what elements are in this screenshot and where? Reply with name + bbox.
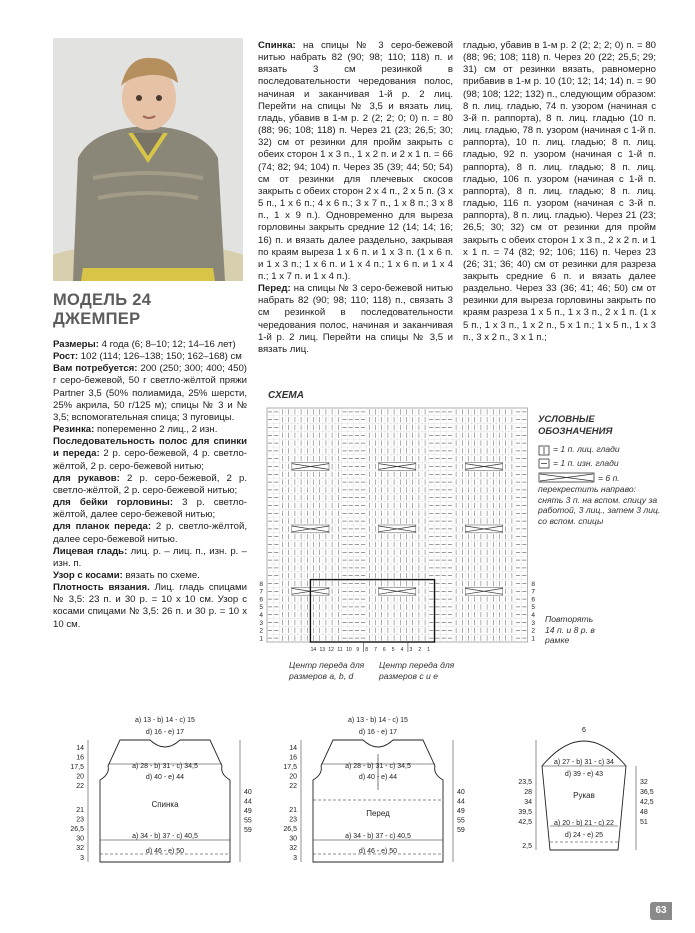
cable-text: вязать по схеме. bbox=[122, 569, 200, 581]
chart-row-number: 4 bbox=[531, 612, 535, 620]
front-label: Перед: bbox=[258, 283, 291, 295]
left-bottom-value: 23 bbox=[76, 816, 84, 824]
left-bottom-value: 21 bbox=[289, 807, 297, 814]
sleeve-width2b-label: d) 24 - e) 25 bbox=[564, 832, 604, 839]
front-schematic bbox=[283, 717, 465, 862]
piece-label: Спинка bbox=[151, 800, 179, 809]
sizes-para bbox=[53, 339, 247, 351]
gauge-label: Плотность вязания. bbox=[53, 582, 150, 594]
height-para bbox=[53, 351, 247, 363]
legend-purl: = 1 п. изн. глади bbox=[553, 458, 619, 468]
sleeve-right-value: 36,5 bbox=[640, 789, 654, 796]
chart-col-number: 12 bbox=[328, 647, 334, 652]
front-text: на спицы № 3 серо-бежевой нитью набрать 82 (90; 98; 110; 118) п., связать 3 см резинкой в последовательности чередования полос, начиная и заканчивая 1-й р. 2 лиц. Перейти на спицы № 3,5 и вязать лиц. bbox=[258, 283, 453, 355]
chart-row-number: 8 bbox=[531, 580, 535, 588]
right-value: 44 bbox=[244, 798, 252, 806]
column-2 bbox=[258, 40, 453, 356]
stripes-label: Последовательность полос для спинки и переда: bbox=[53, 436, 247, 460]
hem-width2-label: d) 46 - e) 50 bbox=[145, 848, 185, 855]
left-bottom-value: 26,5 bbox=[70, 826, 84, 833]
legend-title: УСЛОВНЫЕ ОБОЗНАЧЕНИЯ bbox=[538, 414, 613, 437]
left-top-value: 14 bbox=[76, 745, 84, 752]
chart-row-number: 7 bbox=[531, 588, 535, 596]
left-top-value: 20 bbox=[76, 773, 84, 781]
sleeve-width2-label: a) 20 - b) 21 - c) 22 bbox=[554, 820, 614, 827]
legend-knit: = 1 п. лиц. глади bbox=[553, 444, 620, 454]
scheme-title: СХЕМА bbox=[268, 390, 304, 401]
top-width-label: a) 13 - b) 14 - c) 15 bbox=[135, 717, 195, 724]
neck-depth-label: d) 16 - e) 17 bbox=[358, 729, 398, 736]
chart-col-number: 5 bbox=[391, 647, 395, 652]
armhole-width2-label: d) 40 - e) 44 bbox=[145, 774, 185, 781]
chart-row-number: 6 bbox=[531, 596, 535, 604]
gauge-text: Лиц. гладь спицами № 3,5: 23 п. и 30 р. = 10 х 10 см. Узор с косами спицами № 3,5: 26 п. и 30 р. = 10 х 10 см. bbox=[53, 582, 247, 630]
chart-row-number: 2 bbox=[259, 627, 263, 635]
chart-row-number: 7 bbox=[259, 588, 263, 596]
chart-row-number: 3 bbox=[259, 619, 263, 627]
chart-row-number: 5 bbox=[259, 604, 263, 612]
sleeve-right-value: 42,5 bbox=[640, 799, 654, 806]
need-para bbox=[53, 363, 247, 424]
hem-width-label: a) 34 - b) 37 - c) 40,5 bbox=[345, 833, 411, 840]
sleeve-right-value: 48 bbox=[640, 809, 648, 816]
chart-row-number: 6 bbox=[259, 596, 263, 604]
cable-label: Узор с косами: bbox=[53, 569, 123, 581]
chart-col-number: 9 bbox=[356, 647, 360, 652]
model-photo bbox=[53, 38, 243, 281]
hem-width-label: a) 34 - b) 37 - c) 40,5 bbox=[132, 833, 198, 840]
height-label: Рост: bbox=[53, 351, 79, 363]
page-number: 63 bbox=[650, 902, 672, 920]
need-text: 200 (250; 300; 400; 450) г серо-бежевой, 50 г светло-жёлтой пряжи Partner 3,5 (50% полиамида, 25% шерсти, 25% акрила, 50 г/125 м); спицы № 3 и № 3,5; вспомогательная спица; 3 пуговицы. bbox=[53, 363, 247, 423]
repeat-note: Повторять 14 п. и 8 р. в рамке bbox=[545, 614, 595, 645]
sleeve-label: Рукав bbox=[573, 791, 595, 800]
sleeve-width1b-label: d) 39 - e) 43 bbox=[564, 771, 604, 778]
garment-schematics bbox=[60, 712, 660, 892]
height-text: 102 (114; 126–138; 150; 162–168) см bbox=[78, 351, 242, 363]
rib-text: попеременно 2 лиц., 2 изн. bbox=[94, 424, 218, 436]
right-value: 55 bbox=[457, 817, 465, 825]
need-label: Вам потребуется: bbox=[53, 363, 138, 375]
chart-col-number: 1 bbox=[427, 647, 431, 652]
right-value: 49 bbox=[244, 808, 252, 815]
chart-col-number: 10 bbox=[346, 647, 352, 652]
chart-col-number: 6 bbox=[382, 647, 386, 652]
left-bottom-value: 30 bbox=[289, 835, 297, 843]
right-value: 55 bbox=[244, 817, 252, 825]
stripes-text: 2 р. серо-бежевой, 4 р. светло-жёлтой, 2 р. серо-бежевой нитью; bbox=[53, 448, 247, 472]
legend-cable-desc: перекрестить направо: снять 3 п. на вспом. спицу за работой, 3 лиц., затем 3 лиц. со вспом. спицы bbox=[538, 484, 661, 526]
placket-text: 2 р. светло-жёлтой, далее серо-бежевой нитью. bbox=[53, 521, 247, 545]
chart-row-number: 5 bbox=[531, 604, 535, 612]
right-value: 49 bbox=[457, 808, 465, 815]
rib-label: Резинка: bbox=[53, 424, 95, 436]
left-bottom-value: 26,5 bbox=[283, 826, 297, 833]
chart-col-number: 2 bbox=[418, 647, 422, 652]
column-3 bbox=[463, 40, 656, 344]
sleeve-bottom-left-value: 2,5 bbox=[522, 843, 532, 850]
chart-col-number: 4 bbox=[400, 647, 404, 652]
chart-row-number: 2 bbox=[531, 627, 535, 635]
model-subtitle: ДЖЕМПЕР bbox=[53, 310, 141, 328]
chart-row-number: 8 bbox=[259, 580, 263, 588]
left-top-value: 14 bbox=[289, 745, 297, 752]
rib-para bbox=[53, 424, 247, 436]
chart-col-number: 13 bbox=[319, 647, 326, 652]
stst-para bbox=[53, 546, 247, 570]
sizes-label: Размеры: bbox=[53, 339, 99, 350]
sleeve-top-label: 6 bbox=[582, 727, 586, 734]
caption-right: Центр переда для размеров c и e bbox=[379, 660, 455, 681]
piece-label: Перед bbox=[366, 809, 390, 818]
bottom-left-value: 3 bbox=[80, 855, 84, 862]
sleeves-label: для рукавов: bbox=[53, 472, 120, 484]
left-top-value: 16 bbox=[76, 754, 84, 762]
left-top-value: 17,5 bbox=[70, 764, 84, 771]
neck-depth-label: d) 16 - e) 17 bbox=[145, 729, 185, 736]
back-schematic bbox=[70, 717, 252, 862]
stripes-para bbox=[53, 436, 247, 472]
sleeve-right-value: 32 bbox=[640, 779, 648, 786]
neck-label: для бейки горловины: bbox=[53, 497, 174, 509]
sleeve-left-value: 39,5 bbox=[518, 809, 532, 816]
neck-text: 3 р. светло-жёлтой, далее серо-бежевой нитью; bbox=[53, 497, 247, 521]
sleeves-text: 2 р. серо-бежевой, 2 р. светло-жёлтой, 2 р. серо-бежевой нитью; bbox=[53, 472, 247, 496]
chart-row-number: 1 bbox=[259, 635, 263, 643]
model-title: МОДЕЛЬ 24 bbox=[53, 291, 152, 309]
chart-col-number: 3 bbox=[409, 647, 413, 652]
model-photo-illustration bbox=[53, 38, 243, 281]
caption-left: Центр переда для размеров a, b, d bbox=[289, 660, 365, 681]
chart-col-number: 7 bbox=[374, 647, 377, 652]
hem-width2-label: d) 46 - e) 50 bbox=[358, 848, 398, 855]
knitting-chart bbox=[255, 402, 535, 652]
top-width-label: a) 13 - b) 14 - c) 15 bbox=[348, 717, 408, 724]
sleeve-width1-label: a) 27 - b) 31 - c) 34 bbox=[554, 759, 614, 766]
stst-label: Лицевая гладь: bbox=[53, 545, 128, 557]
gauge-para bbox=[53, 582, 247, 631]
sleeve-right-value: 51 bbox=[640, 819, 648, 826]
armhole-width2-label: d) 40 - e) 44 bbox=[358, 774, 398, 781]
right-value: 40 bbox=[457, 789, 465, 796]
right-value: 59 bbox=[457, 827, 465, 834]
sleeve-left-value: 28 bbox=[524, 789, 532, 796]
left-bottom-value: 21 bbox=[76, 807, 84, 814]
sleeve-left-value: 42,5 bbox=[518, 819, 532, 826]
chart-grid bbox=[267, 408, 527, 642]
legend-cable: = 6 п. bbox=[598, 473, 620, 483]
cable-para bbox=[53, 570, 247, 582]
chart-col-number: 8 bbox=[365, 647, 368, 652]
right-value: 40 bbox=[244, 789, 252, 796]
column-1 bbox=[53, 339, 247, 631]
cable-symbol-icon bbox=[539, 473, 594, 482]
chart-row-number: 4 bbox=[259, 612, 263, 620]
sleeves-para bbox=[53, 473, 247, 497]
left-bottom-value: 32 bbox=[289, 845, 297, 852]
chart-row-number: 3 bbox=[531, 619, 535, 627]
back-text: на спицы № 3 серо-бежевой нитью набрать 82 (90; 98; 110; 118) п. и вязать 3 см резинкой в последовательности чередования полос, начиная и заканчивая 1-й р. 2 лиц. Перейти на спицы № 3,5 и вязать лиц. гладь, убавив в 1-м р. 2 (2; 2; 0; 0) п. = 80 (88; 96; 108; 118) п. Через 21 (23; 26,5; 30; 32) см от резинки для пройм закрыть с обеих сторон 1 х 3 п., 1 х 2 п. и 2 х 1 п. = 66 (74; 82; 94; 104) п. Через 35 (39; 44; 50; 54) см от резинки для плечевых скосов закрыть с обеих сторон 2 х 4 п., 2 х 5 п. (3 х 5 п., 1 х 6 п.; 4 х 6 п.; 3 х 7 п., 1 х 8 п.; 3 х 8 п., 1 х 9 п.). Одновременно для выреза горловины закрыть средние 12 (14; 14; 16; 16) п. и вязать далее раздельно, закрывая по краям выреза 1 х 6 п. и 1 х 3 п. (1 х 6 п. и 1 х 3 п.; 1 х 6 п. и 1 х 4 п.; 1 х 6 п. и 1 х 4 п.; 1 х 7 п. и 1 х 4 п.). bbox=[258, 40, 453, 282]
back-label: Спинка: bbox=[258, 40, 296, 51]
left-bottom-value: 23 bbox=[289, 816, 297, 824]
chart-col-number: 14 bbox=[310, 647, 317, 652]
sleeve-left-value: 23,5 bbox=[518, 779, 532, 786]
left-top-value: 16 bbox=[289, 754, 297, 762]
left-top-value: 17,5 bbox=[283, 764, 297, 771]
neck-para bbox=[53, 497, 247, 521]
armhole-width-label: a) 28 - b) 31 - c) 34,5 bbox=[345, 763, 411, 770]
placket-para bbox=[53, 521, 247, 545]
right-value: 59 bbox=[244, 827, 252, 834]
front-para bbox=[258, 283, 453, 356]
left-top-value: 20 bbox=[289, 773, 297, 781]
left-bottom-value: 32 bbox=[76, 845, 84, 852]
back-para bbox=[258, 40, 453, 283]
model-header bbox=[53, 291, 243, 329]
sizes-text: 4 года (6; 8–10; 12; 14–16 лет) bbox=[98, 339, 236, 350]
col3-text: гладью, убавив в 1-м р. 2 (2; 2; 2; 0) п. = 80 (88; 96; 108; 118) п. Через 20 (22; 25,5; 29; 31) см от резинки вязать, равномерно прибавив в 1-м р. 10 (10; 12; 14; 14) п. = 90 (98; 108; 122; 132) п., следующим образом: 8 п. лиц. гладью, 74 п. узором (начиная с 3-й п. раппорта), 8 п. лиц. гладью (10 п. лиц. гладью, 78 п. узором (начиная с 1-й п. раппорта), 10 п. лиц. гладью; 8 п. лиц. гладью, 92 п. узором (начиная с 1-й п. раппорта), 8 п. лиц. гладью; 8 п. лиц. гладью, 106 п. узором (начиная с 1-й п. раппорта), 8 п. лиц. гладью; 8 п. лиц. гладью, 116 п. узором (начиная с 3-й п. раппорта), 8 п. лиц. гладью). Через 21 (23; 26,5; 30; 32) см от резинки для пройм закрыть с обеих сторон 1 х 3 п., 2 х 2 п. и 1 х 1 п. = 74 (82; 92; 106; 116) п. Через 23 (26; 31; 36; 40) см от резинки для разреза закрыть средние 6 п. и вязать далее раздельно. Через 33 (36; 41; 46; 50) см от резинки для выреза горловины закрыть по краям разреза 1 х 5 п., 1 х 3 п., 2 х 1 п. (1 х 5 п., 1 х 3 п., 1 х 2 п., 5 х 1 п.; 1 х 5 п., 1 х 3 п., 3 х 2 п., 3 х 1 п.; bbox=[463, 40, 656, 343]
left-top-value: 22 bbox=[289, 783, 297, 790]
placket-label: для планок переда: bbox=[53, 521, 152, 533]
right-value: 44 bbox=[457, 798, 465, 806]
sleeve-left-value: 34 bbox=[524, 799, 532, 806]
left-top-value: 22 bbox=[76, 783, 84, 790]
armhole-width-label: a) 28 - b) 31 - c) 34,5 bbox=[132, 763, 198, 770]
chart-col-number: 11 bbox=[337, 647, 343, 652]
stst-text: лиц. р. – лиц. п., изн. р. – изн. п. bbox=[53, 545, 247, 569]
sleeve-schematic bbox=[518, 727, 653, 850]
left-bottom-value: 30 bbox=[76, 835, 84, 843]
chart-row-number: 1 bbox=[531, 635, 535, 643]
bottom-left-value: 3 bbox=[293, 855, 297, 862]
chart-col-numbers bbox=[311, 642, 431, 652]
